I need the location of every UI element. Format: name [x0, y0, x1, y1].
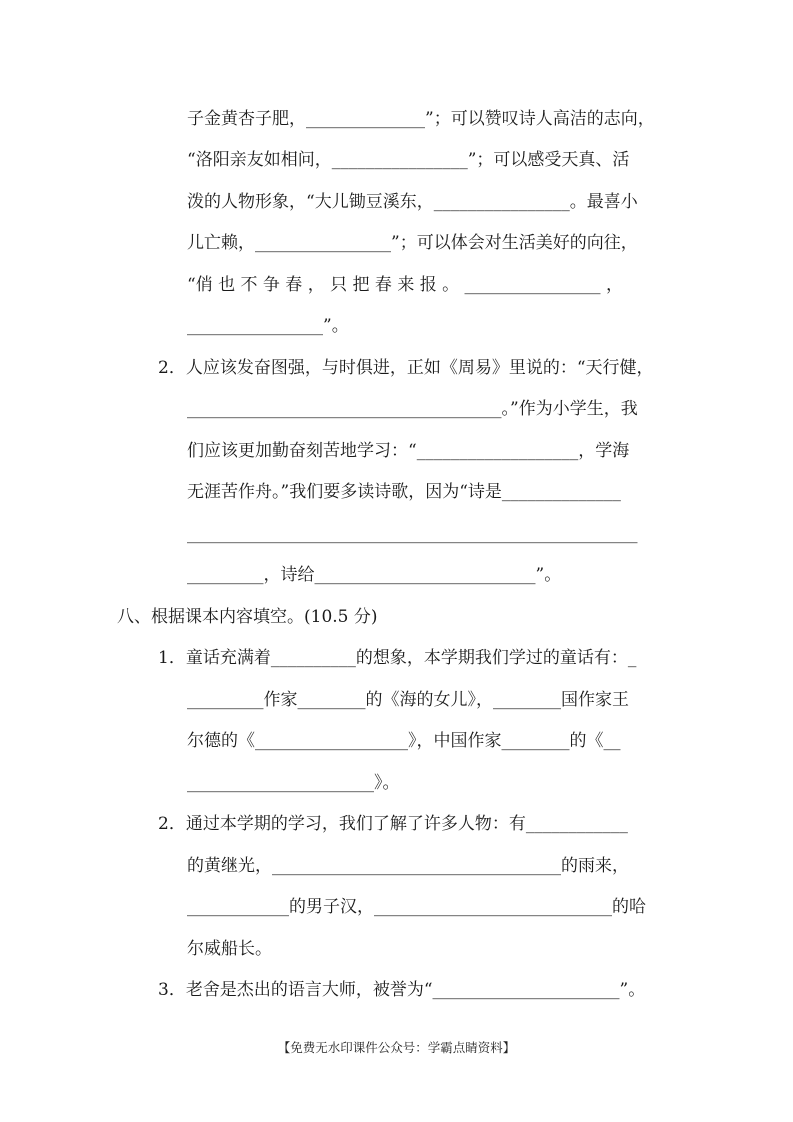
poem-fill-line-5: “俏 也 不 争 春 ， 只 把 春 来 报 。 ________________ ， — [187, 275, 623, 295]
poem-fill-line-3: 泼的人物形象，“大儿锄豆溪东，________________。最喜小 — [187, 192, 638, 212]
s8-question-2-line-1: 2．通过本学期的学习，我们了解了许多人物：有____________ — [158, 814, 628, 834]
poem-fill-line-4: 儿亡赖，________________”；可以体会对生活美好的向往， — [187, 233, 638, 253]
question-2-line-1: 2．人应该发奋图强，与时俱进，正如《周易》里说的：“天行健， — [158, 358, 654, 378]
s8-question-1-line-2: _________作家________的《海的女儿》，________国作家王 — [187, 690, 629, 710]
s8-question-1-line-3: 尔德的《__________________》，中国作家________的《__ — [187, 731, 621, 751]
s8-question-3-line-1: 3．老舍是杰出的语言大师，被誉为“______________________”。 — [158, 980, 646, 1000]
section-8-header: 八、根据课本内容填空。(10.5 分) — [117, 607, 378, 627]
poem-fill-line-1: 子金黄杏子肥，______________”；可以赞叹诗人高洁的志向， — [187, 109, 655, 129]
question-2-line-6: _________，诗给__________________________”。 — [187, 565, 562, 585]
s8-question-2-line-3: ____________的男子汉，____________________________的哈 — [187, 897, 646, 917]
s8-question-2-line-4: 尔威船长。 — [187, 939, 272, 959]
footer-note: 【免费无水印课件公众号：学霸点睛资料】 — [277, 1040, 516, 1055]
poem-fill-line-6: ________________”。 — [187, 316, 349, 336]
s8-question-2-line-2: 的黄继光，__________________________________的雨来， — [187, 856, 629, 876]
question-2-line-4: 无涯苦作舟。”我们要多读诗歌，因为“诗是______________ — [187, 482, 621, 502]
s8-question-1-line-1: 1．童话充满着__________的想象，本学期我们学过的童话有：_ — [158, 648, 637, 668]
question-2-line-2: _____________________________________。”作为小学生，我 — [187, 399, 638, 419]
s8-question-1-line-4: ______________________》。 — [187, 773, 400, 793]
poem-fill-line-2: “洛阳亲友如相问，________________”；可以感受天真、活 — [187, 150, 630, 170]
question-2-line-3: 们应该更加勤奋刻苦地学习：“___________________，学海 — [187, 441, 630, 461]
question-2-line-5: _____________________________________________________ — [187, 524, 638, 544]
